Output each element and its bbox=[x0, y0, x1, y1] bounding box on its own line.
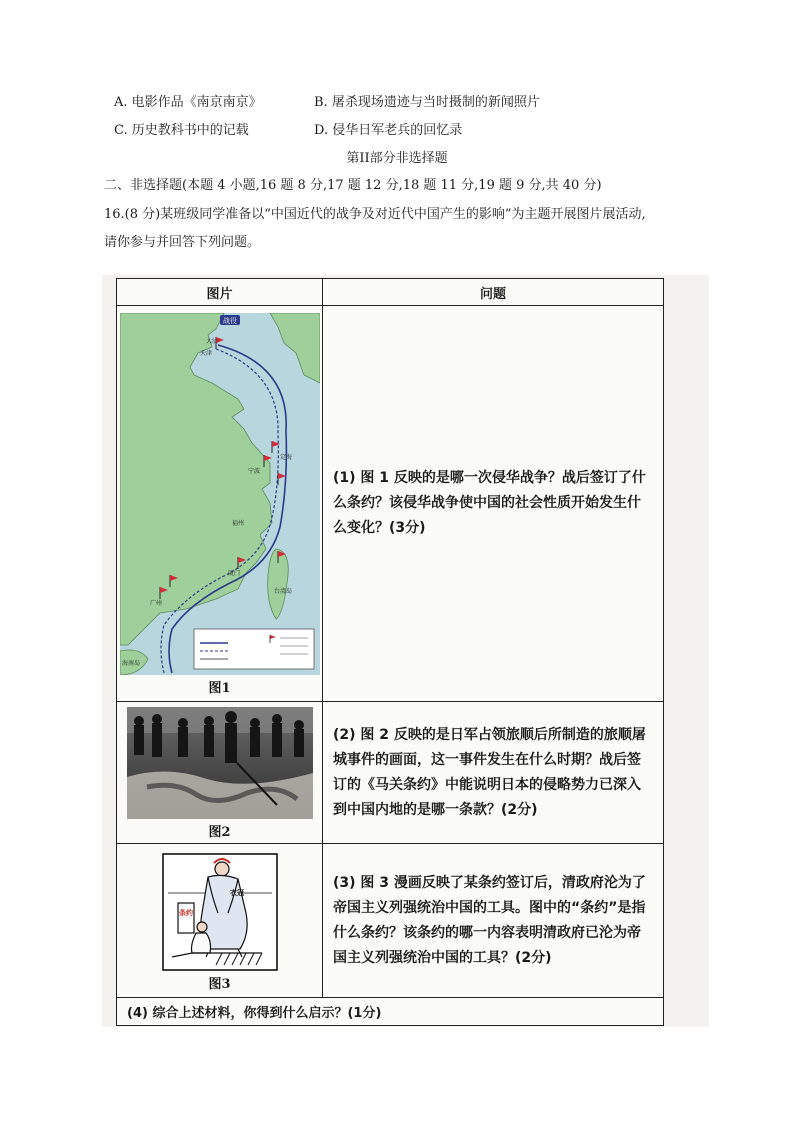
q16-line-1: 16.(8 分)某班级同学准备以“中国近代的战争及对近代中国产生的影响”为主题开展图片展活动, bbox=[104, 207, 646, 222]
table-row bbox=[117, 844, 664, 998]
table-header-row bbox=[117, 279, 664, 306]
figure-2-cell bbox=[117, 702, 323, 844]
figure-2-photo bbox=[127, 707, 313, 819]
final-question-text: (4) 综合上述材料，你得到什么启示？(1分) bbox=[127, 1006, 382, 1021]
table-row bbox=[117, 998, 664, 1026]
option-a: A. 电影作品《南京南京》 bbox=[114, 95, 262, 110]
question-1-cell bbox=[323, 306, 664, 702]
question-3-text: (3) 图 3 漫画反映了某条约签订后，清政府沦为了帝国主义列强统治中国的工具。图中的“条约”是指什么条约？该条约的哪一内容表明清政府已沦为帝国主义列强统治中国的工具？(2分) bbox=[333, 874, 646, 966]
label-tianjin: 天津 bbox=[199, 349, 212, 357]
question-table bbox=[116, 278, 664, 1026]
figure-3-caption: 图3 bbox=[208, 977, 231, 992]
label-ningbo: 宁波 bbox=[247, 467, 260, 475]
label-xiamen: 厦门 bbox=[227, 569, 240, 577]
option-d: D. 侵华日军老兵的回忆录 bbox=[314, 123, 463, 138]
figure-1-map bbox=[120, 313, 320, 675]
label-fuzhou: 福州 bbox=[231, 519, 244, 527]
table-row bbox=[117, 306, 664, 702]
label-guangzhou: 广州 bbox=[149, 599, 162, 607]
final-question-cell bbox=[117, 998, 664, 1026]
figure-3-cartoon bbox=[162, 853, 278, 971]
map-legend bbox=[194, 629, 314, 669]
option-b: B. 屠杀现场遗迹与当时摄制的新闻照片 bbox=[314, 95, 540, 110]
label-taiwan: 台湾岛 bbox=[273, 587, 292, 595]
treaty-label: 条约 bbox=[178, 908, 193, 917]
figure-2-caption: 图2 bbox=[208, 825, 231, 840]
figure-3-cell bbox=[117, 844, 323, 998]
option-c: C. 历史教科书中的记载 bbox=[114, 123, 249, 138]
question-3-cell bbox=[323, 844, 664, 998]
part-title: 第II部分非选择题 bbox=[346, 151, 448, 166]
label-zhoushan: 定海 bbox=[279, 453, 292, 461]
robe-label: 衣冠 bbox=[229, 888, 244, 897]
section-title: 二、非选择题(本题 4 小题,16 题 8 分,17 题 12 分,18 题 11 分,19 题 9 分,共 40 分) bbox=[104, 178, 602, 193]
header-question: 问题 bbox=[323, 279, 664, 306]
table-row bbox=[117, 702, 664, 844]
figure-1-cell bbox=[117, 306, 323, 702]
question-1-text: (1) 图 1 反映的是哪一次侵华战争？战后签订了什么条约？该侵华战争使中国的社会性质开始发生什么变化？(3分) bbox=[333, 470, 646, 536]
q16-line-2: 请你参与并回答下列问题。 bbox=[104, 235, 261, 250]
treaty-scroll bbox=[178, 903, 194, 933]
figure-1-caption: 图1 bbox=[208, 680, 231, 696]
question-2-text: (2) 图 2 反映的是日军占领旅顺后所制造的旅顺屠城事件的画面，这一事件发生在什么时期？战后签订的《马关条约》中能说明日本的侵略势力已深入到中国内地的是哪一条款？(2分) bbox=[333, 726, 646, 818]
question-2-cell bbox=[323, 702, 664, 844]
map-badge-label: 战役 bbox=[222, 316, 237, 325]
header-image: 图片 bbox=[117, 279, 323, 306]
label-dagu: 大沽 bbox=[205, 337, 218, 345]
label-hainan: 海南岛 bbox=[121, 659, 140, 667]
